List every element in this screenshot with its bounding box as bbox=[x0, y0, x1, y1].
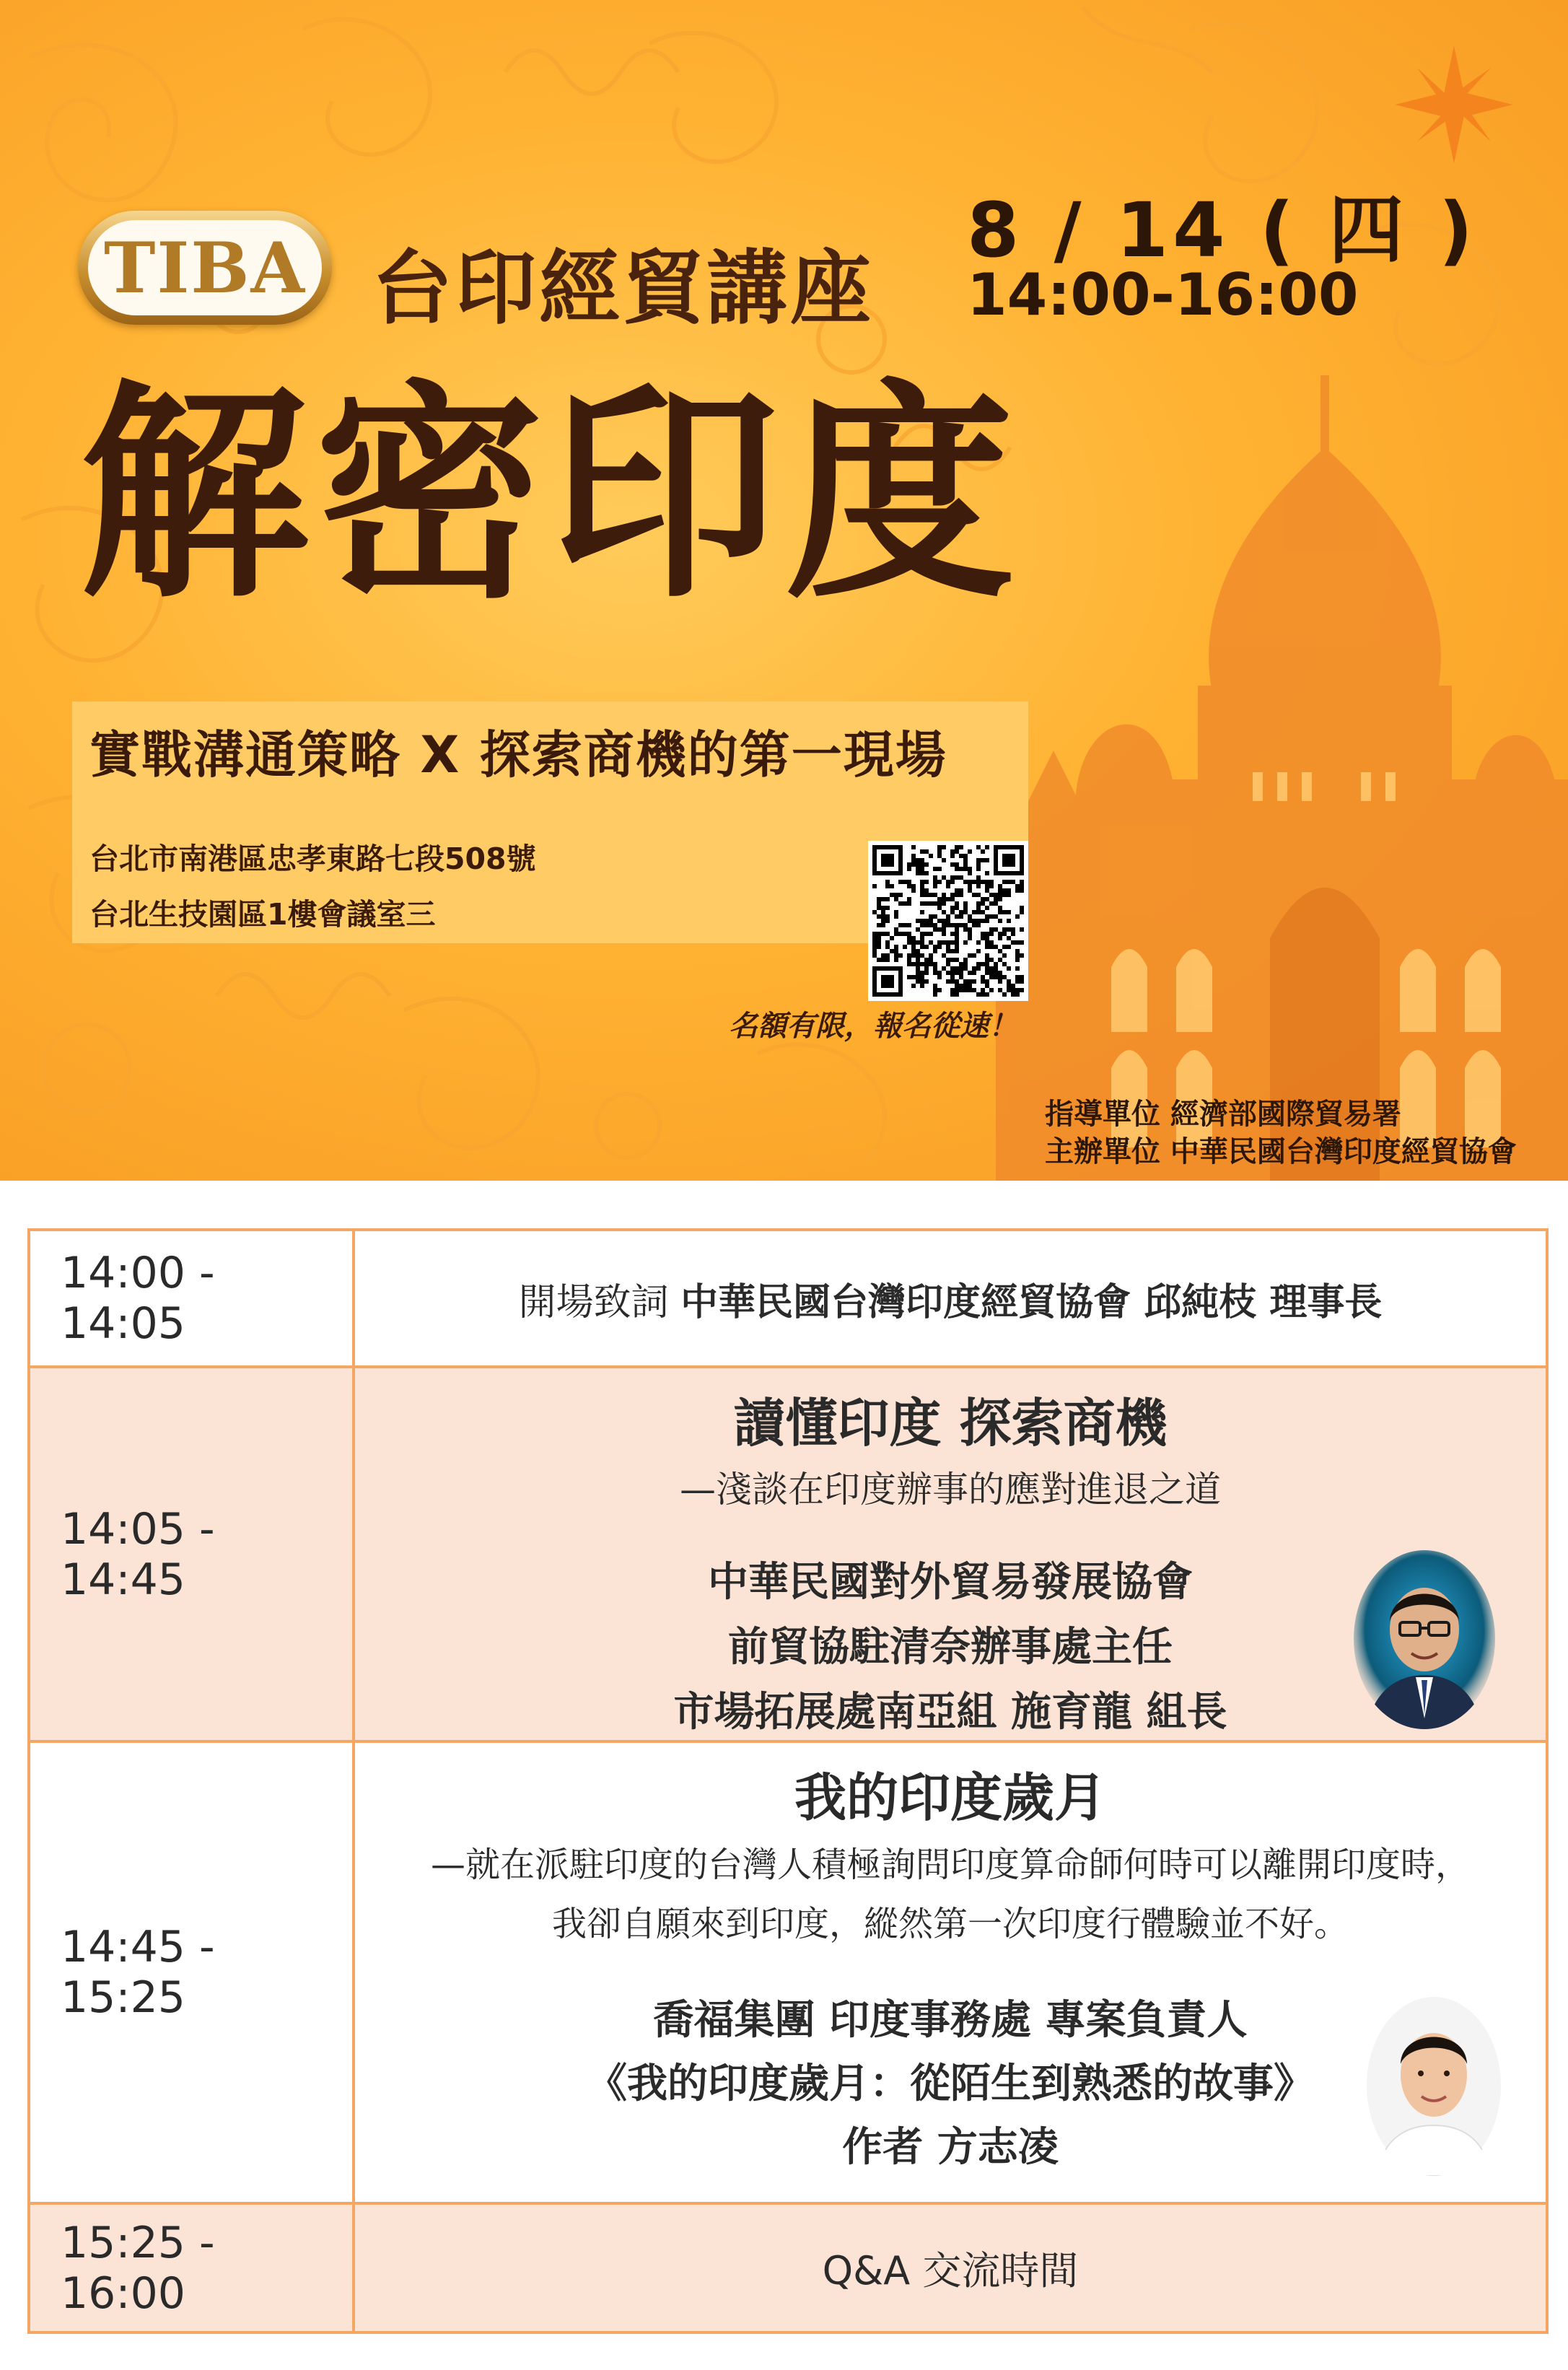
agenda-time: 14:05 - 14:45 bbox=[30, 1368, 355, 1740]
speaker-line: 喬福集團 印度事務處 專案負責人 bbox=[653, 1997, 1248, 2044]
speaker-photo bbox=[1365, 1995, 1502, 2176]
agenda-row bbox=[30, 2205, 1546, 2331]
agenda-time: 14:00 - 14:05 bbox=[30, 1231, 355, 1365]
opening-speaker: 中華民國台灣印度經貿協會 邱純枝 理事長 bbox=[680, 1280, 1383, 1324]
event-subtitle: 實戰溝通策略 X 探索商機的第一現場 bbox=[89, 725, 947, 784]
speaker-line: 作者 方志凌 bbox=[842, 2124, 1059, 2171]
agenda-content bbox=[355, 1231, 1546, 1365]
advisor-unit: 指導單位 經濟部國際貿易署 bbox=[1045, 1098, 1401, 1131]
series-title: 台印經貿講座 bbox=[372, 242, 874, 336]
star-ornament-icon bbox=[1393, 43, 1515, 166]
mosque-silhouette bbox=[996, 346, 1568, 1181]
organizer-unit: 主辦單位 中華民國台灣印度經貿協會 bbox=[1045, 1135, 1517, 1168]
agenda-content bbox=[355, 1368, 1546, 1740]
speaker-line: 《我的印度歲月：從陌生到熟悉的故事》 bbox=[587, 2060, 1314, 2107]
address-line-2: 台北生技園區1樓會議室三 bbox=[89, 897, 436, 932]
agenda-row bbox=[30, 1231, 1546, 1368]
registration-qr-code[interactable] bbox=[868, 841, 1028, 1001]
session-title: 我的印度歲月 bbox=[794, 1767, 1106, 1828]
event-time: 14:00-16:00 bbox=[967, 261, 1359, 328]
agenda-table bbox=[27, 1228, 1549, 2334]
opening-label: 開場致詞 bbox=[518, 1280, 669, 1324]
session-subtitle: —淺談在印度辦事的應對進退之道 bbox=[680, 1469, 1221, 1510]
session-title: 讀懂印度 探索商機 bbox=[733, 1393, 1168, 1453]
event-banner bbox=[0, 0, 1568, 1181]
session-subtitle-line: 我卻自願來到印度，縱然第一次印度行體驗並不好。 bbox=[551, 1904, 1349, 1944]
speaker-line: 市場拓展處南亞組 施育龍 組長 bbox=[673, 1689, 1227, 1736]
agenda-row bbox=[30, 1368, 1546, 1743]
speaker-line: 中華民國對外貿易發展協會 bbox=[708, 1559, 1193, 1606]
agenda-content bbox=[355, 2205, 1546, 2331]
agenda-row bbox=[30, 1743, 1546, 2205]
session-subtitle-line: —就在派駐印度的台灣人積極詢問印度算命師何時可以離開印度時， bbox=[430, 1845, 1470, 1885]
main-title: 解密印度 bbox=[79, 362, 1020, 629]
agenda-content bbox=[355, 1743, 1546, 2202]
speaker-photo bbox=[1352, 1549, 1497, 1729]
qa-label: Q&A 交流時間 bbox=[822, 2248, 1079, 2294]
event-date: 8 / 14 ( 四 ) bbox=[967, 186, 1478, 274]
limited-seats-notice: 名額有限，報名從速！ bbox=[729, 1010, 1017, 1043]
agenda-time: 14:45 - 15:25 bbox=[30, 1743, 355, 2202]
logo-text: TIBA bbox=[88, 220, 322, 315]
address-line-1: 台北市南港區忠孝東路七段508號 bbox=[89, 841, 536, 876]
qr-code-icon bbox=[872, 845, 1024, 997]
tiba-logo bbox=[78, 211, 332, 325]
agenda-time: 15:25 - 16:00 bbox=[30, 2205, 355, 2331]
speaker-line: 前貿協駐清奈辦事處主任 bbox=[728, 1624, 1173, 1671]
